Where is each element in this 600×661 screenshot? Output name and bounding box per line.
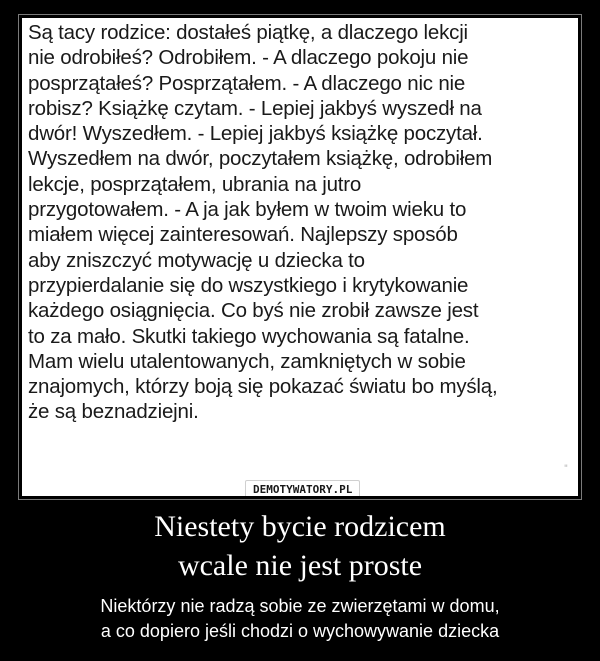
- title-line-2: wcale nie jest proste: [177, 549, 423, 582]
- poster-title: [0, 507, 600, 585]
- poster-caption: [0, 594, 600, 644]
- caption-line-2: a co dopiero jeśli chodzi o wychowywanie dziecka: [100, 621, 500, 641]
- corner-mark: ": [563, 464, 568, 474]
- caption-line-1: Niektórzy nie radzą sobie ze zwierzętami w domu,: [100, 596, 500, 616]
- site-watermark: DEMOTYWATORY.PL: [245, 480, 360, 496]
- image-panel: [22, 18, 578, 496]
- title-line-1: Niestety bycie rodzicem: [154, 510, 446, 543]
- poster-frame: [18, 14, 582, 500]
- story-text: Są tacy rodzice: dostałeś piątkę, a dlaczego lekcji nie odrobiłeś? Odrobiłem. - A dlaczego pokoju nie posprzątałeś? Posprzątałem. - A dlaczego nic nie robisz? Książkę czytam. - Lepiej jakbyś wyszedł na dwór! Wyszedłem. - Lepiej jakbyś książkę poczytał. Wyszedłem na dwór, poczytałem książkę, odrobiłem lekcje, posprzątałem, ubrania na jutro przygotowałem. - A ja jak byłem w twoim wieku to miałem więcej zainteresowań. Najlepszy sposób aby zniszczyć motywację u dziecka to przypierdalanie się do wszystkiego i krytykowanie każdego osiągnięcia. Co byś nie zrobił zawsze jest to za mało. Skutki takiego wychowania są fatalne. Mam wielu utalentowanych, zamkniętych w sobie znajomych, którzy boją się pokazać światu bo myślą, że są beznadziejni.: [28, 21, 498, 424]
